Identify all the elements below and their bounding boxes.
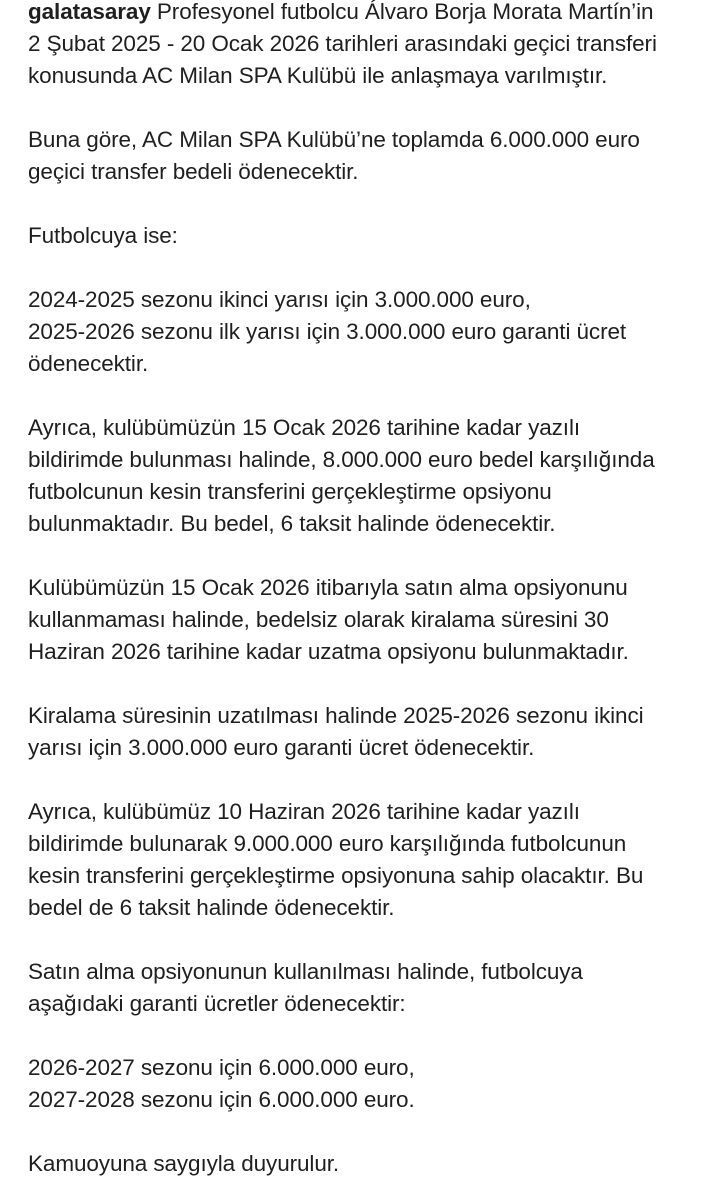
caption-paragraph-3: Futbolcuya ise:: [28, 223, 178, 248]
caption-paragraph-10: 2026-2027 sezonu için 6.000.000 euro, 2027-2028 sezonu için 6.000.000 euro.: [28, 1055, 415, 1112]
caption-paragraph-4: 2024-2025 sezonu ikinci yarısı için 3.000.000 euro, 2025-2026 sezonu ilk yarısı için 3.000.000 euro garanti ücret ödenecektir.: [28, 287, 627, 376]
caption-paragraph-2: Buna göre, AC Milan SPA Kulübü’ne toplamda 6.000.000 euro geçici transfer bedeli ödenecektir.: [28, 127, 640, 184]
author-username[interactable]: galatasaray: [28, 0, 151, 24]
caption-text: Profesyonel futbolcu Álvaro Borja Morata Martín’in 2 Şubat 2025 - 20 Ocak 2026 tarihleri arasındaki geçici transferi konusunda AC Milan SPA Kulübü ile anlaşmaya varılmıştır.: [28, 0, 657, 88]
caption-paragraph-5: Ayrıca, kulübümüzün 15 Ocak 2026 tarihine kadar yazılı bildirimde bulunması halinde, 8.000.000 euro bedel karşılığında futbolcunun kesin transferini gerçekleştirme opsiyonu bulunmaktadır. Bu bedel, 6 taksit halinde ödenecektir.: [28, 415, 655, 536]
caption-paragraph-6: Kulübümüzün 15 Ocak 2026 itibarıyla satın alma opsiyonunu kullanmaması halinde, bedelsiz olarak kiralama süresini 30 Haziran 2026 tarihine kadar uzatma opsiyonu bulunmaktadır.: [28, 575, 629, 664]
caption-paragraph-7: Kiralama süresinin uzatılması halinde 2025-2026 sezonu ikinci yarısı için 3.000.000 euro garanti ücret ödenecektir.: [28, 703, 644, 760]
caption-paragraph-8: Ayrıca, kulübümüz 10 Haziran 2026 tarihine kadar yazılı bildirimde bulunarak 9.000.000 euro karşılığında futbolcunun kesin transferini gerçekleştirme opsiyonuna sahip olacaktır. Bu bedel de 6 taksit halinde ödenecektir.: [28, 799, 644, 920]
caption-paragraph-9: Satın alma opsiyonunun kullanılması halinde, futbolcuya aşağıdaki garanti ücretler ödenecektir:: [28, 959, 583, 1016]
caption-paragraph-11: Kamuoyuna saygıyla duyurulur.: [28, 1151, 340, 1176]
caption-paragraph-1: [28, 0, 700, 92]
